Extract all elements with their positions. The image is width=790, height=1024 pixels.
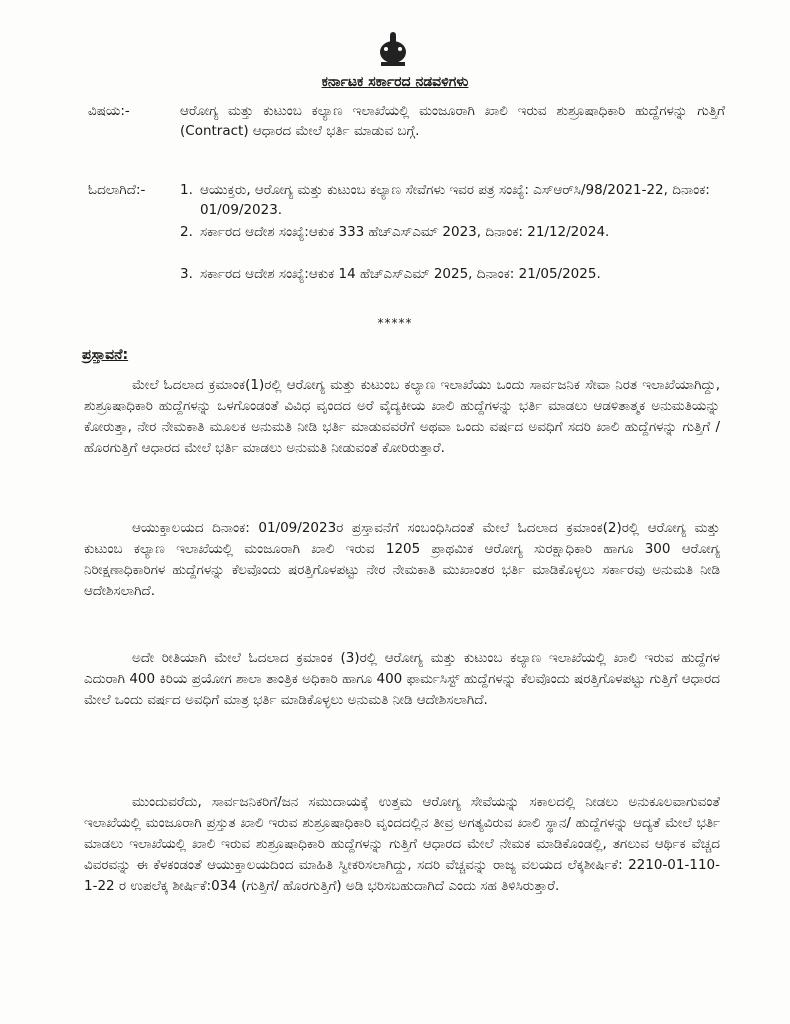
preamble-paragraph: ಅದೇ ರೀತಿಯಾಗಿ ಮೇಲೆ ಓದಲಾದ ಕ್ರಮಾಂಕ (3)ರಲ್ಲಿ ಆರೋಗ್ಯ ಮತ್ತು ಕುಟುಂಬ ಕಲ್ಯಾಣ ಇಲಾಖೆಯಲ್ಲಿ ಖಾಲಿ ಇರುವ ಹುದ್ದೆಗಳ ಎದುರಾಗಿ 400 ಕಿರಿಯ ಪ್ರಯೋಗ ಶಾಲಾ ತಾಂತ್ರಿಕ ಅಧಿಕಾರಿ ಹಾಗೂ 400 ಫಾರ್ಮಸಿಸ್ಟ್ ಹುದ್ದೆಗಳನ್ನು ಕೆಲವೊಂದು ಷರತ್ತಿಗೊಳಪಟ್ಟು ಗುತ್ತಿಗೆ ಆಧಾರದ ಮೇಲೆ ಒಂದು ವರ್ಷದ ಅವಧಿಗೆ ಮಾತ್ರ ಭರ್ತಿ ಮಾಡಿಕೊಳ್ಳಲು ಅನುಮತಿ ನೀಡಿ ಆದೇಶಿಸಲಾಗಿದೆ. <box>84 650 720 708</box>
subject-text: ಆರೋಗ್ಯ ಮತ್ತು ಕುಟುಂಬ ಕಲ್ಯಾಣ ಇಲಾಖೆಯಲ್ಲಿ ಮಂಜೂರಾಗಿ ಖಾಲಿ ಇರುವ ಶುಶ್ರೂಷಾಧಿಕಾರಿ ಹುದ್ದೆಗಳನ್ನು ಗುತ್ತಿಗೆ (Contract) ಆಧಾರದ ಮೇಲೆ ಭರ್ತಿ ಮಾಡುವ ಬಗ್ಗೆ. <box>180 103 725 139</box>
reference-item <box>180 222 720 242</box>
preamble-paragraph: ಮುಂದುವರೆದು, ಸಾರ್ವಜನಿಕರಿಗೆ/ಜನ ಸಮುದಾಯಕ್ಕೆ ಉತ್ತಮ ಆರೋಗ್ಯ ಸೇವೆಯನ್ನು ಸಕಾಲದಲ್ಲಿ ನೀಡಲು ಅನುಕೂಲವಾಗುವಂತೆ ಇಲಾಖೆಯಲ್ಲಿ ಮಂಜೂರಾಗಿ ಪ್ರಸ್ತುತ ಖಾಲಿ ಇರುವ ಶುಶ್ರೂಷಾಧಿಕಾರಿ ವೃಂದದಲ್ಲಿನ ತೀವ್ರ ಅಗತ್ಯವಿರುವ ಖಾಲಿ ಸ್ಥಾನ/ ಹುದ್ದೆಗಳನ್ನು ಆದ್ಯತೆ ಮೇಲೆ ಭರ್ತಿ ಮಾಡಲು ಇಲಾಖೆಯಲ್ಲಿ ಖಾಲಿ ಇರುವ ಶುಶ್ರೂಷಾಧಿಕಾರಿ ಹುದ್ದೆಗಳನ್ನು ಗುತ್ತಿಗೆ ಆಧಾರದ ಮೇಲೆ ನೇಮಕ ಮಾಡಿಕೊಂಡಲ್ಲಿ, ತಗಲುವ ಆರ್ಥಿಕ ವೆಚ್ಚದ ವಿವರವನ್ನು ಈ ಕೆಳಕಂಡಂತೆ ಆಯುಕ್ತಾಲಯದಿಂದ ಮಾಹಿತಿ ಸ್ವೀಕರಿಸಲಾಗಿದ್ದು, ಸದರಿ ವೆಚ್ಚವನ್ನು ರಾಜ್ಯ ವಲಯದ ಲೆಕ್ಕಶೀರ್ಷಿಕೆ: 2210-01-110-1-22 ರ ಉಪಲೆಕ್ಕ ಶೀರ್ಷಿಕೆ:034 (ಗುತ್ತಿಗೆ/ ಹೊರಗುತ್ತಿಗೆ) ಅಡಿ ಭರಿಸಬಹುದಾಗಿದೆ ಎಂದು ಸಹ ತಿಳಿಸಿರುತ್ತಾರೆ. <box>84 794 720 894</box>
reference-item <box>180 264 720 284</box>
reference-number: 3. <box>180 266 193 282</box>
separator: ***** <box>377 316 413 330</box>
government-emblem-icon <box>373 30 413 70</box>
document-heading: ಕರ್ನಾಟಕ ಸರ್ಕಾರದ ನಡವಳಿಗಳು <box>321 74 469 90</box>
references-label: ಓದಲಾಗಿದೆ:- <box>88 182 146 198</box>
reference-number: 1. <box>180 182 193 198</box>
reference-number: 2. <box>180 224 193 240</box>
reference-text: ಸರ್ಕಾರದ ಆದೇಶ ಸಂಖ್ಯೆ:ಆಕುಕ 14 ಹೆಚ್‌ಎಸ್‌ಎಮ್ 2025, ದಿನಾಂಕ: 21/05/2025. <box>200 266 601 282</box>
reference-text: ಆಯುಕ್ತರು, ಆರೋಗ್ಯ ಮತ್ತು ಕುಟುಂಬ ಕಲ್ಯಾಣ ಸೇವೆಗಳು ಇವರ ಪತ್ರ ಸಂಖ್ಯೆ: ಎಸ್‌ಆರ್‌ಸಿ/98/2021-22, ದಿನಾಂಕ: 01/09/2023. <box>200 182 710 218</box>
reference-text: ಸರ್ಕಾರದ ಆದೇಶ ಸಂಖ್ಯೆ:ಆಕುಕ 333 ಹೆಚ್‌ಎಸ್‌ಎಮ್ 2023, ದಿನಾಂಕ: 21/12/2024. <box>200 224 610 240</box>
preamble-paragraph: ಮೇಲೆ ಓದಲಾದ ಕ್ರಮಾಂಕ(1)ರಲ್ಲಿ ಆರೋಗ್ಯ ಮತ್ತು ಕುಟುಂಬ ಕಲ್ಯಾಣ ಇಲಾಖೆಯು ಒಂದು ಸಾರ್ವಜನಿಕ ಸೇವಾ ನಿರತ ಇಲಾಖೆಯಾಗಿದ್ದು, ಶುಶ್ರೂಷಾಧಿಕಾರಿ ಹುದ್ದೆಗಳನ್ನು ಒಳಗೊಂಡಂತೆ ವಿವಿಧ ವೃಂದದ ಅರೆ ವೈದ್ಯಕೀಯ ಖಾಲಿ ಹುದ್ದೆಗಳನ್ನು ಭರ್ತಿ ಮಾಡಲು ಆಡಳಿತಾತ್ಮಕ ಅನುಮತಿಯನ್ನು ಕೋರುತ್ತಾ, ನೇರ ನೇಮಕಾತಿ ಮೂಲಕ ಅನುಮತಿ ನೀಡಿ ಭರ್ತಿ ಮಾಡುವವರೆಗೆ ಅಥವಾ ಒಂದು ವರ್ಷದ ಅವಧಿಗೆ ಸದರಿ ಖಾಲಿ ಹುದ್ದೆಗಳನ್ನು ಗುತ್ತಿಗೆ / ಹೊರಗುತ್ತಿಗೆ ಆಧಾರದ ಮೇಲೆ ಭರ್ತಿ ಮಾಡಲು ಅನುಮತಿ ನೀಡುವಂತೆ ಕೋರಿರುತ್ತಾರೆ. <box>84 377 720 456</box>
reference-item <box>180 180 720 220</box>
preamble-paragraph: ಆಯುಕ್ತಾಲಯದ ದಿನಾಂಕ: 01/09/2023ರ ಪ್ರಸ್ತಾವನೆಗೆ ಸಂಬಂಧಿಸಿದಂತೆ ಮೇಲೆ ಓದಲಾದ ಕ್ರಮಾಂಕ(2)ರಲ್ಲಿ ಆರೋಗ್ಯ ಮತ್ತು ಕುಟುಂಬ ಕಲ್ಯಾಣ ಇಲಾಖೆಯಲ್ಲಿ ಮಂಜೂರಾಗಿ ಖಾಲಿ ಇರುವ 1205 ಪ್ರಾಥಮಿಕ ಆರೋಗ್ಯ ಸುರಕ್ಷಾಧಿಕಾರಿ ಹಾಗೂ 300 ಆರೋಗ್ಯ ನಿರೀಕ್ಷಣಾಧಿಕಾರಿಗಳ ಹುದ್ದೆಗಳನ್ನು ಕೆಲವೊಂದು ಷರತ್ತಿಗೊಳಪಟ್ಟು ನೇರ ನೇಮಕಾತಿ ಮುಖಾಂತರ ಭರ್ತಿ ಮಾಡಿಕೊಳ್ಳಲು ಸರ್ಕಾರವು ಅನುಮತಿ ನೀಡಿ ಆದೇಶಿಸಲಾಗಿದೆ. <box>84 520 720 599</box>
subject-label: ವಿಷಯ:- <box>88 103 130 119</box>
preamble-title: ಪ್ರಸ್ತಾವನೆ: <box>82 347 129 363</box>
